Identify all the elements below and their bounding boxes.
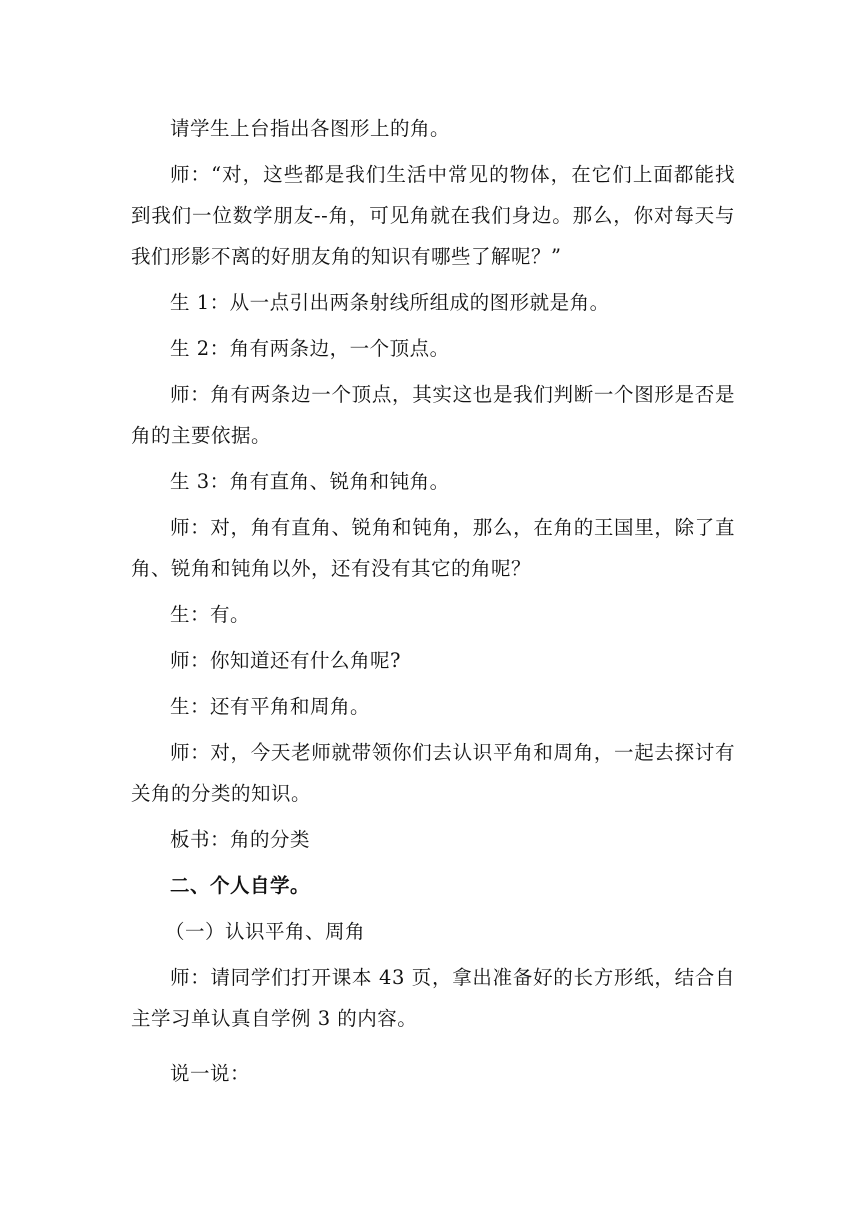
paragraph-board-note: 板书：角的分类	[170, 828, 311, 851]
paragraph-teacher-response-1: 师：角有两条边一个顶点，其实这也是我们判断一个图形是否是角的主要依据。	[131, 383, 735, 447]
paragraph-student-1: 生 1：从一点引出两条射线所组成的图形就是角。	[170, 291, 610, 314]
paragraph-teacher-intro: 师：“对，这些都是我们生活中常见的物体，在它们上面都能找到我们一位数学朋友--角，可见角就在我们身边。那么，你对每天与我们形影不离的好朋友角的知识有哪些了解呢？”	[131, 163, 735, 268]
paragraph-student-answer-2: 生：还有平角和周角。	[170, 695, 371, 718]
paragraph-teacher-question: 师：你知道还有什么角呢?	[170, 649, 401, 672]
subsection-heading: （一）认识平角、周角	[165, 920, 366, 943]
section-heading: 二、个人自学。	[170, 874, 311, 897]
document-page	[131, 108, 735, 1094]
paragraph-teacher-response-3: 师：对，今天老师就带领你们去认识平角和周角，一起去探讨有关角的分类的知识。	[131, 741, 735, 805]
paragraph-student-3: 生 3：角有直角、锐角和钝角。	[170, 470, 450, 493]
paragraph-teacher-response-2: 师：对，角有直角、锐角和钝角，那么，在角的王国里，除了直角、锐角和钝角以外，还有没有其它的角呢？	[131, 516, 735, 580]
paragraph-say-it: 说一说：	[170, 1062, 251, 1085]
paragraph-instruction: 请学生上台指出各图形上的角。	[170, 117, 451, 140]
paragraph-student-answer-1: 生：有。	[170, 603, 251, 626]
paragraph-teacher-instruction: 师：请同学们打开课本 43 页，拿出准备好的长方形纸，结合自主学习单认真自学例 3 的内容。	[131, 966, 735, 1030]
paragraph-student-2: 生 2：角有两条边，一个顶点。	[170, 337, 450, 360]
